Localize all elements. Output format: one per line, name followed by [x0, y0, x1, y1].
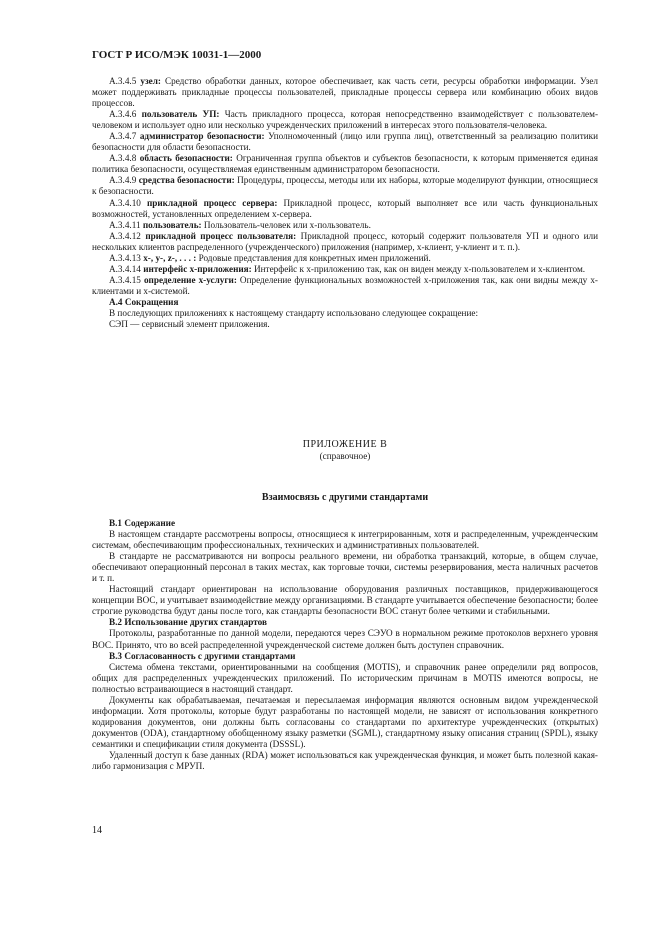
definition-number: А.3.4.10 [109, 197, 141, 208]
section-heading-b3: В.3 Согласованность с другими стандартами [109, 650, 296, 661]
definition-term: определение x-услуги: [143, 274, 237, 285]
definition-number: А.3.4.15 [109, 274, 141, 285]
definition-number: А.3.4.6 [109, 109, 137, 120]
definition-number: А.3.4.14 [109, 263, 141, 274]
page-header: ГОСТ Р ИСО/МЭК 10031-1—2000 [92, 49, 262, 61]
definition-text: Уполномоченный (лицо или группа лиц), ответственный за реализацию политики безопасности для области безопасности. [92, 131, 599, 153]
definition-number: А.3.4.11 [109, 219, 141, 230]
definition-term: интерфейс x-приложения: [143, 263, 252, 274]
appendix-title: ПРИЛОЖЕНИЕ В [302, 439, 388, 450]
definition-item [92, 109, 598, 131]
definition-text: Пользователь-человек или x-пользователь. [201, 219, 371, 230]
definition-term: x-, y-, z-, . . . : [143, 252, 197, 263]
definition-text: Ограниченная группа объектов и субъектов безопасности, к которым применяется единая политика безопасности, осуществляемая единственным администратором безопасности. [92, 153, 598, 175]
definition-text: Определение функциональных возможностей x-приложения так, как они видны между x-клиентами и x-системой. [92, 274, 598, 296]
definition-term: пользователь: [142, 219, 202, 230]
definition-item [92, 76, 598, 109]
definition-item [92, 253, 598, 264]
paragraph: Система обмена текстами, ориентированными на сообщения (MOTIS), и справочник ранее определили ряд вопросов, общих для распределенных учрежденческих приложений. По историческим причинам в MOTIS имеются вопросы, не полностью встраивающиеся в настоящий стандарт. [92, 661, 598, 694]
definition-item [92, 275, 598, 297]
definition-number: А.3.4.5 [109, 76, 137, 86]
definition-text: Процедуры, процессы, методы или их наборы, которые моделируют функции, относящиеся к безопасности. [92, 175, 598, 197]
appendix-subtitle: (справочное) [319, 451, 371, 461]
paragraph: Протоколы, разработанные по данной модели, передаются через СЭУО в нормальном режиме протоколов верхнего уровня ВОС. Принято, что во всей распределенной учрежденческой системе должен быть доступен справочник. [92, 628, 598, 650]
definitions-section [92, 76, 598, 330]
definition-term: область безопасности: [139, 153, 233, 164]
definition-term: администратор безопасности: [139, 131, 265, 142]
definition-text: Часть прикладного процесса, которая непосредственно взаимодействует с пользователем-человеком и использует одно или несколько учрежденческих приложений в интересах этого пользователя-человека. [92, 109, 599, 131]
section-heading-a4: А.4 Сокращения [109, 296, 179, 307]
definition-number: А.3.4.13 [109, 252, 141, 263]
definition-item [92, 231, 598, 253]
definition-term: пользователь УП: [141, 109, 220, 120]
definition-number: А.3.4.9 [109, 175, 137, 186]
paragraph: В стандарте не рассматриваются ни вопросы реального времени, ни обработка транзакций, которые, в общем случае, обеспечивают операционный персонал в таких местах, как торговые точки, системы резервирования, места наличных расчетов и т. п. [92, 551, 598, 584]
definition-term: прикладной процесс пользователя: [145, 230, 297, 241]
paragraph: Настоящий стандарт ориентирован на использование оборудования различных поставщиков, придерживающегося концепции ВОС, и учитывает взаимодействие между организациями. В стандарте учитывается обеспечение безопасности; более строгие руководства будут даны после того, как стандарты безопасности ВОС станут более четкими и стабильными. [92, 584, 598, 617]
definition-term: узел: [140, 76, 161, 86]
appendix-body [92, 518, 598, 772]
appendix-main-title: Взаимосвязь с другими стандартами [261, 492, 429, 503]
paragraph: В настоящем стандарте рассмотрены вопросы, относящиеся к интегрированным, хотя и распределенным, учрежденческим системам, обеспечивающим профессиональных, технических и административных пользователей. [92, 529, 598, 551]
definition-item [92, 131, 598, 153]
definition-text: Родовые представления для конкретных имен приложений. [196, 252, 431, 263]
definition-item [92, 198, 598, 220]
section-heading-b1: В.1 Содержание [109, 518, 176, 528]
definition-number: А.3.4.8 [109, 153, 137, 164]
definition-item [92, 264, 598, 275]
paragraph: В последующих приложениях к настоящему стандарту использовано следующее сокращение: [109, 307, 478, 318]
definition-item [92, 220, 598, 231]
definition-text: Прикладной процесс, который выполняет все или часть функциональных возможностей, установленных определением x-сервера. [92, 197, 599, 219]
page-number: 14 [92, 825, 102, 836]
paragraph: Удаленный доступ к базе данных (RDA) может использоваться как учрежденческая функция, и может быть полезной какая-либо гармонизация с МРУП. [92, 749, 598, 772]
definition-number: А.3.4.12 [109, 230, 141, 241]
section-heading-b2: В.2 Использование других стандартов [109, 617, 267, 628]
definition-text: Средство обработки данных, которое обеспечивает, как часть сети, ресурсы обработки информации. Узел может поддерживать прикладные процессы пользователей, прикладные процессы сервера или комбинацию обоих видов процессов. [92, 76, 599, 109]
definition-text: Прикладной процесс, который содержит пользователя УП и одного или нескольких клиентов распределенного (учрежденческого) приложения (например, x-клиент, y-клиент и т. п.). [92, 230, 599, 252]
definition-item [92, 153, 598, 175]
definition-term: средства безопасности: [138, 175, 235, 186]
paragraph: СЭП — сервисный элемент приложения. [109, 319, 270, 330]
definition-number: А.3.4.7 [109, 131, 137, 142]
definition-term: прикладной процесс сервера: [146, 197, 278, 208]
definition-item [92, 175, 598, 197]
paragraph: Документы как обрабатываемая, печатаемая и пересылаемая информация являются основным видом учрежденческой информации. Хотя протоколы, которые будут разработаны по настоящей модели, не зависят от использования конкретного кодирования документов, они должны быть согласованы со стандартами по архитектуре учрежденческих (открытых) документов (ODA), стандартному обобщенному языку разметки (SGML), стандартному языку описания страниц (SPDL), языку семантики и спецификации стиля документа (DSSSL). [92, 694, 598, 749]
definition-text: Интерфейс к x-приложению так, как он виден между x-пользователем и x-клиентом. [251, 263, 586, 274]
